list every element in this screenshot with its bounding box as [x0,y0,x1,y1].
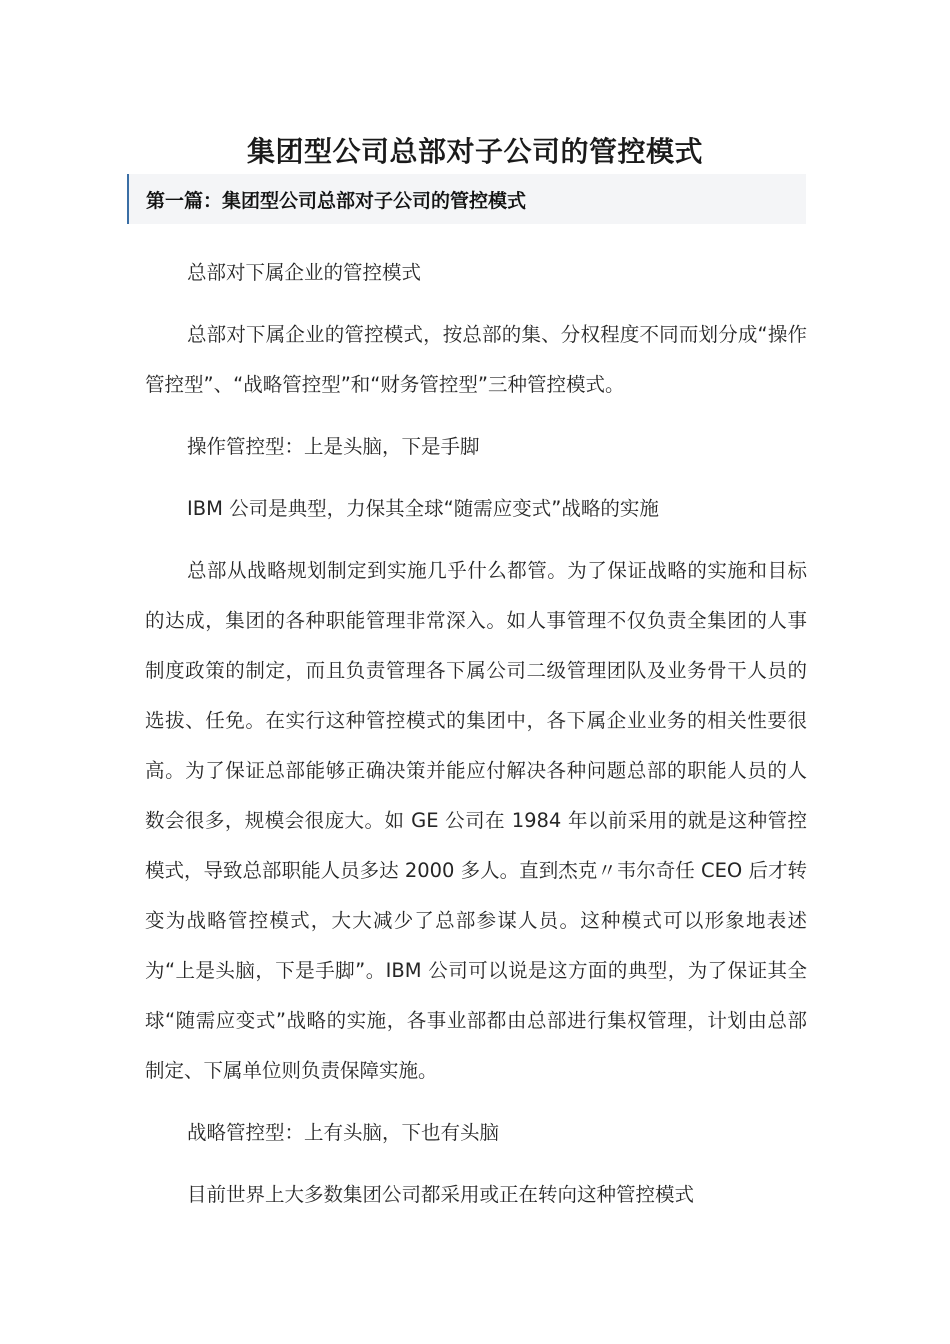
document-body [145,248,807,1232]
paragraph: 总部对下属企业的管控模式 [187,261,422,284]
paragraph: 操作管控型：上是头脑，下是手脚 [187,435,480,458]
paragraph: 总部从战略规划制定到实施几乎什么都管。为了保证战略的实施和目标的达成，集团的各种职能管理非常深入。如人事管理不仅负责全集团的人事制度政策的制定，而且负责管理各下属公司二级管理团队及业务骨干人员的选拔、任免。在实行这种管控模式的集团中，各下属企业业务的相关性要很高。为了保证总部能够正确决策并能应付解决各种问题总部的职能人员的人数会很多，规模会很庞大。如 GE 公司在 1984 年以前采用的就是这种管控模式，导致总部职能人员多达 2000 多人。直到杰克〃韦尔奇任 CEO 后才转变为战略管控模式，大大减少了总部参谋人员。这种模式可以形象地表述为“上是头脑，下是手脚”。IBM 公司可以说是这方面的典型，为了保证其全球“随需应变式”战略的实施，各事业部都由总部进行集权管理，计划由总部制定、下属单位则负责保障实施。 [145,559,807,1082]
paragraph: IBM 公司是典型，力保其全球“随需应变式”战略的实施 [187,497,659,520]
paragraph: 总部对下属企业的管控模式，按总部的集、分权程度不同而划分成“操作管控型”、“战略管控型”和“财务管控型”三种管控模式。 [145,323,807,396]
paragraph: 目前世界上大多数集团公司都采用或正在转向这种管控模式 [187,1183,695,1206]
document-title: 集团型公司总部对子公司的管控模式 [246,135,703,168]
paragraph: 战略管控型：上有头脑，下也有头脑 [187,1121,500,1144]
section-heading [127,174,806,224]
section-heading-text: 第一篇：集团型公司总部对子公司的管控模式 [146,189,527,212]
